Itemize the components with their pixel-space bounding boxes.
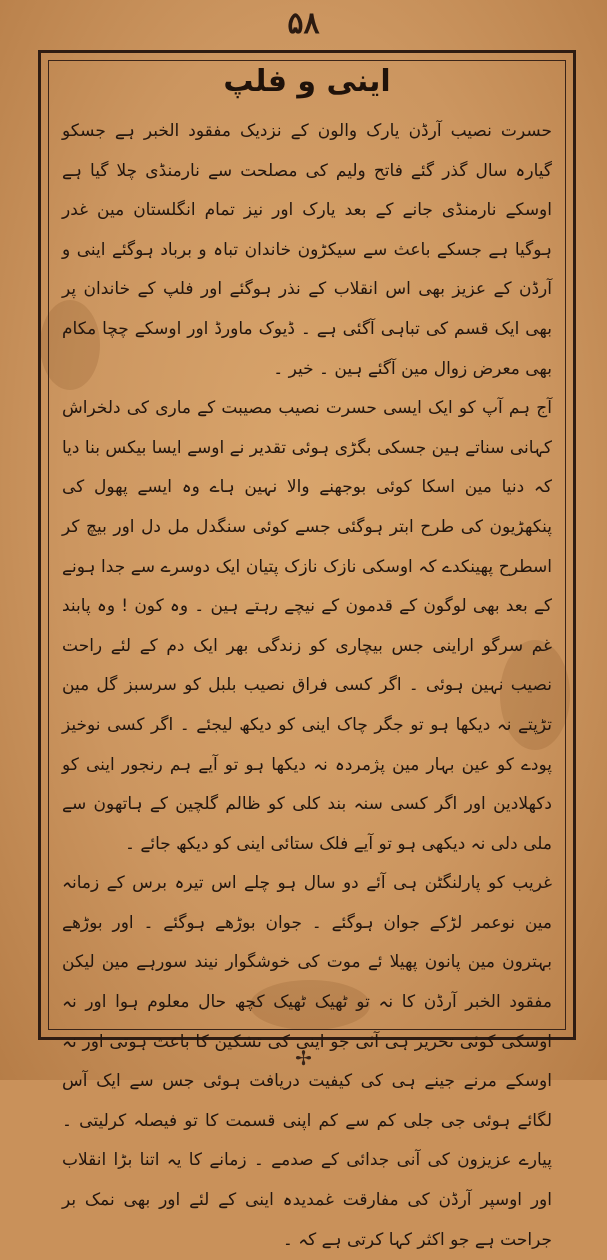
paragraph: حسرت نصیب آرڈن یارک والون کے نزدیک مفقود الخبر ہے جسکو گیارہ سال گذر گئے فاتح ولیم کی مصلحت سے نارمنڈی چلا گیا ہے اوسکے نارمنڈی جانے کے بعد یارک اور نیز تمام انگلستان مین غدر ہوگیا ہے جسکے باعث سے سیکڑون خاندان تباہ و برباد ہوگئے اینی و آرڈن کے عزیز بھی اس انقلاب کے نذر ہوگئے اور فلپ کے خاندان پر بھی ایک قسم کی تباہی آگئی ہے ۔ ڈیوک ماورڈ اور اوسکے چچا مکام بھی معرض زوال مین آگئے ہین ۔ خیر ۔: [62, 121, 552, 379]
paragraph: غریب کو پارلنگٹن ہی آئے دو سال ہو چلے اس تیرہ برس کے زمانہ مین نوعمر لڑکے جوان ہوگئے ۔ جوان بوڑھے ہوگئے ۔ اور بوڑھے بہترون مین پانون پھیلا ئے موت کی خوشگوار نیند سورہے مین لیکن مفقود الخبر آرڈن کا نہ تو ٹھیک ٹھیک کچھ حال معلوم ہوا اور نہ اوسکی کوئی تحریر ہی آئی جو اینی کی تشکین کا باعث ہوتی اور نہ اوسکے مرنے جینے ہی کی کیفیت دریافت ہوئی جس سے ایک آس لگائے ہوئی جی جلی کم سے کم اپنی قسمت کا تو فیصلہ کرلیتی ۔ پیارے عزیزون کی آنی جدائی کے صدمے ۔ زمانے کا یہ اتنا بڑا انقلاب اور اوسپر آرڈن کی مفارقت غمدیدہ اینی کے لئے اور بھی نمک بر جراحت ہے جو اکثر کہا کرتی ہے کہ ۔: [62, 873, 552, 1250]
body-text: [62, 112, 552, 1260]
ornament-icon: ✢: [295, 1046, 312, 1070]
chapter-heading: اینی و فلپ: [223, 64, 391, 99]
page-number: ۵۸: [287, 6, 320, 41]
paragraph: آج ہم آپ کو ایک ایسی حسرت نصیب مصیبت کے ماری کی دلخراش کہانی سناتے ہین جسکی بگڑی ہوئی تقدیر نے اوسے ایسا بیکس بنا دیا کہ دنیا مین اسکا کوئی بوجھنے والا نہین ہاے وہ ایسے پھول کی پنکھڑیون کی طرح ابتر ہوگئی جسے کوئی سنگدل مل دل اور بیچ کر اسطرح پھینکدے کہ اوسکی نازک نازک پتیان ایک دوسرے سے جدا ہونے کے بعد بھی لوگون کے قدمون کے نیچے رہتے ہین ۔ وہ کون ! وہ پابند غم سرگو اراینی جس بیچاری کو زندگی بھر ایک دم کے لئے راحت نصیب نہین ہوئی ۔ اگر کسی فراق نصیب بلبل کو سرسبز گل مین تڑپتے نہ دیکھا ہو تو جگر چاک اینی کو دیکھ لیجئے ۔ اگر کسی نوخیز پودے کو عین بہار مین پژمردہ نہ دیکھا ہو تو آیے ہم رنجور اینی کو دکھلادین اور اگر کسی سنہ بند کلی کو ظالم گلچین کے ہاتھون سے ملی دلی نہ دیکھی ہو تو آیے فلک ستائی اینی کو دیکھ جائے ۔: [62, 398, 552, 854]
